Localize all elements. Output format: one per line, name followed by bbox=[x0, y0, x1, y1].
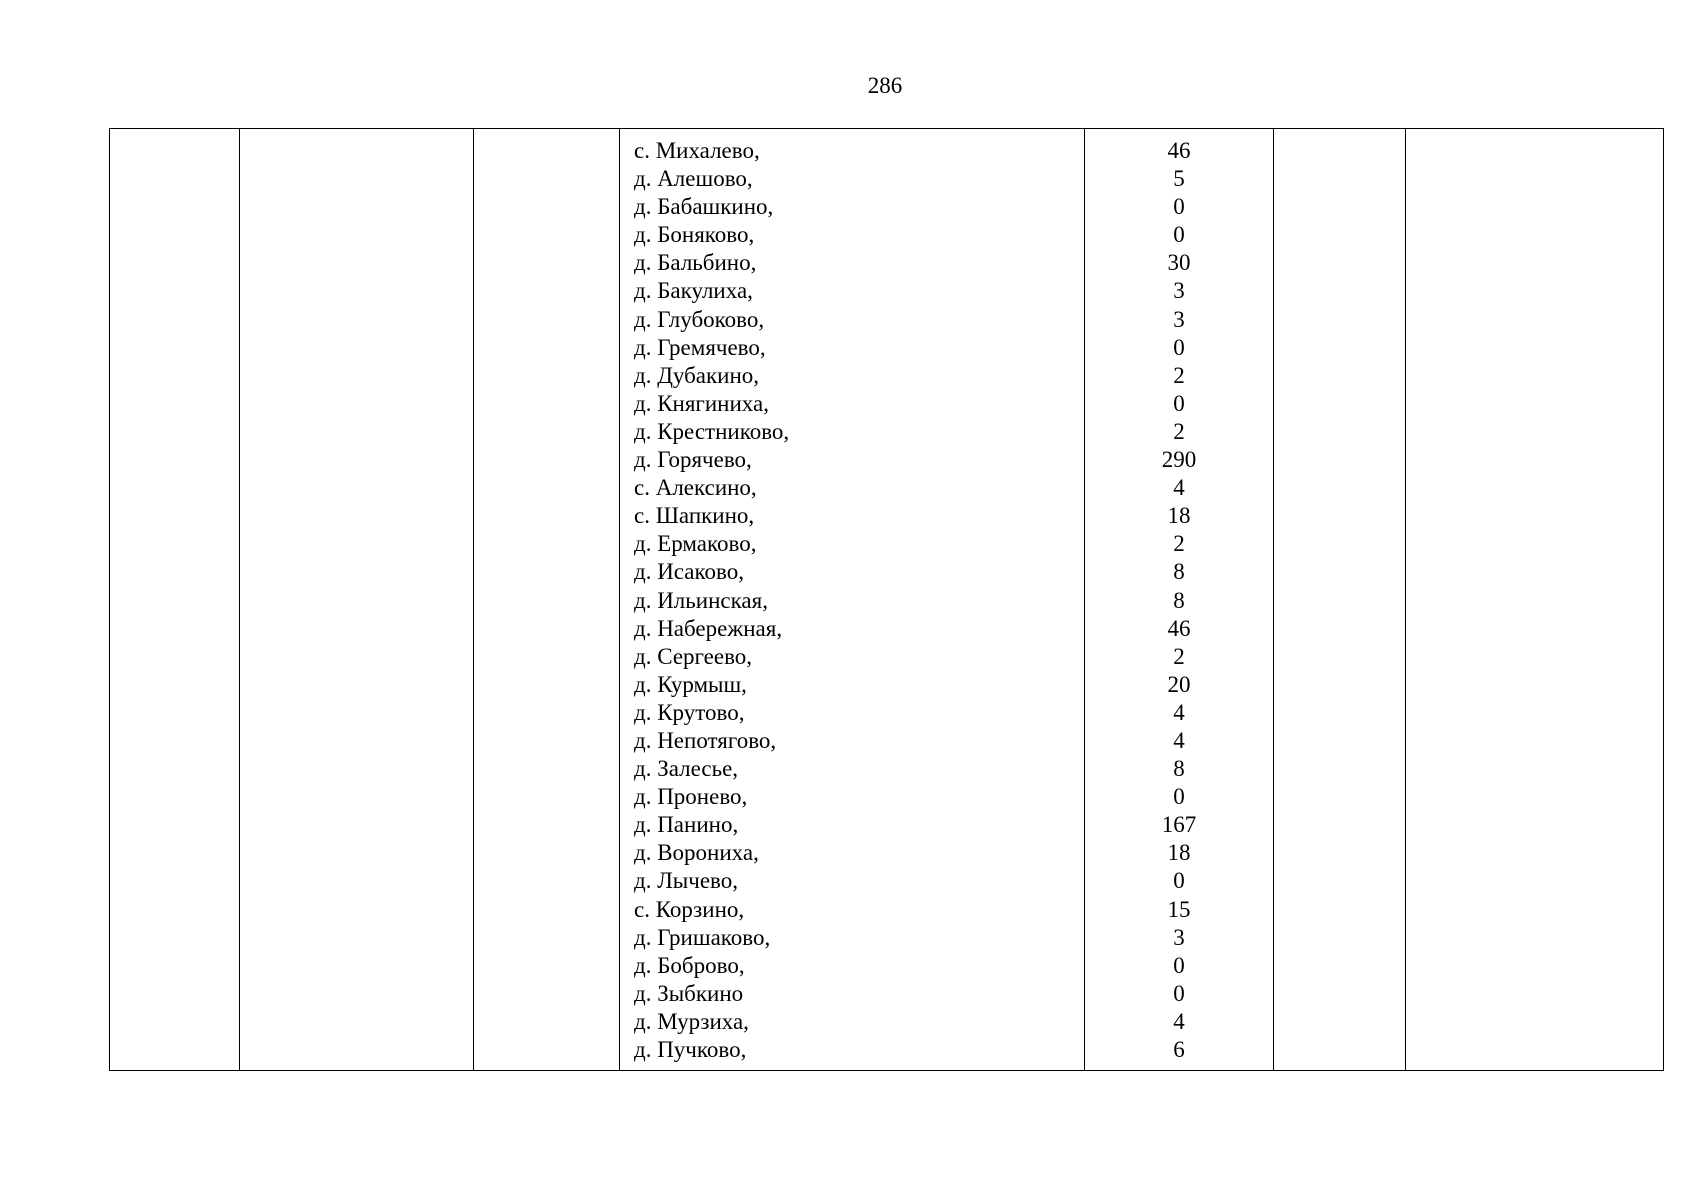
settlement-count: 2 bbox=[1173, 418, 1185, 444]
settlement-count: 18 bbox=[1167, 503, 1191, 529]
table-cell-empty-1 bbox=[110, 129, 240, 1071]
settlement-count: 0 bbox=[1173, 868, 1185, 894]
settlement-count: 8 bbox=[1173, 756, 1185, 782]
settlement-name: д. Сергеево, bbox=[634, 643, 753, 669]
settlement-name: д. Зыбкино bbox=[634, 980, 744, 1006]
settlement-name: д. Ворониха, bbox=[634, 840, 759, 866]
settlement-count: 0 bbox=[1173, 980, 1185, 1006]
settlement-count: 3 bbox=[1173, 278, 1185, 304]
settlement-count: 2 bbox=[1173, 643, 1185, 669]
settlement-count: 4 bbox=[1173, 1008, 1185, 1034]
page-number: 286 bbox=[867, 73, 903, 98]
settlements-table bbox=[109, 128, 1664, 1071]
table-cell-empty-6 bbox=[1274, 129, 1406, 1071]
settlement-name: с. Шапкино, bbox=[634, 503, 755, 529]
settlement-count: 2 bbox=[1173, 531, 1185, 557]
settlement-name: д. Бакулиха, bbox=[634, 278, 753, 304]
settlement-count: 8 bbox=[1173, 559, 1185, 585]
table-row bbox=[110, 129, 1664, 1071]
settlement-count: 5 bbox=[1173, 166, 1185, 192]
table-cell-empty-2 bbox=[240, 129, 474, 1071]
settlement-counts-cell bbox=[1085, 129, 1274, 1071]
settlement-name: д. Глубоково, bbox=[634, 306, 765, 332]
settlement-name: д. Пучково, bbox=[634, 1037, 747, 1062]
settlement-count: 46 bbox=[1167, 615, 1191, 641]
settlement-name: д. Гремячево, bbox=[634, 334, 766, 360]
settlement-name: д. Алешово, bbox=[634, 166, 753, 192]
settlement-name: с. Алексино, bbox=[634, 475, 757, 501]
settlement-name: д. Гришаково, bbox=[634, 924, 771, 950]
settlement-name: д. Боняково, bbox=[634, 222, 755, 248]
settlement-count: 0 bbox=[1173, 952, 1185, 978]
settlement-count: 15 bbox=[1167, 896, 1191, 922]
settlement-count: 46 bbox=[1167, 138, 1191, 163]
settlement-count: 3 bbox=[1173, 924, 1185, 950]
settlement-name: д. Боброво, bbox=[634, 952, 745, 978]
settlement-count: 8 bbox=[1173, 587, 1185, 613]
settlement-name: д. Непотягово, bbox=[634, 727, 777, 753]
settlement-count: 3 bbox=[1173, 306, 1185, 332]
settlement-name: д. Княгиниха, bbox=[634, 390, 769, 416]
settlement-name-list bbox=[620, 129, 1084, 1064]
settlement-count: 0 bbox=[1173, 194, 1185, 220]
settlement-name: д. Залесье, bbox=[634, 756, 739, 782]
settlement-name: д. Мурзиха, bbox=[634, 1008, 749, 1034]
settlement-count: 0 bbox=[1173, 334, 1185, 360]
settlement-count: 0 bbox=[1173, 784, 1185, 810]
settlement-count: 4 bbox=[1173, 727, 1185, 753]
settlement-count: 4 bbox=[1173, 699, 1185, 725]
settlement-names-cell bbox=[620, 129, 1085, 1071]
settlement-name: д. Ермаково, bbox=[634, 531, 757, 557]
settlement-name: д. Лычево, bbox=[634, 868, 738, 894]
settlement-name: д. Крестниково, bbox=[634, 418, 790, 444]
settlement-name: д. Набережная, bbox=[634, 615, 783, 641]
settlement-name: д. Бабашкино, bbox=[634, 194, 774, 220]
settlement-name: д. Горячево, bbox=[634, 447, 752, 473]
settlement-name: д. Пронево, bbox=[634, 784, 748, 810]
settlement-count: 20 bbox=[1167, 671, 1191, 697]
settlement-count: 0 bbox=[1173, 222, 1185, 248]
settlement-name: д. Ильинская, bbox=[634, 587, 768, 613]
table-cell-empty-7 bbox=[1406, 129, 1664, 1071]
table-cell-empty-3 bbox=[474, 129, 620, 1071]
settlement-name: д. Крутово, bbox=[634, 699, 745, 725]
settlement-count: 30 bbox=[1167, 250, 1191, 276]
settlement-name: с. Михалево, bbox=[634, 138, 760, 163]
settlement-count: 167 bbox=[1161, 812, 1197, 838]
settlement-name: д. Бальбино, bbox=[634, 250, 757, 276]
settlement-count: 18 bbox=[1167, 840, 1191, 866]
settlement-name: д. Дубакино, bbox=[634, 362, 760, 388]
settlement-name: д. Исаково, bbox=[634, 559, 744, 585]
settlement-count: 290 bbox=[1161, 447, 1197, 473]
settlement-name: д. Курмыш, bbox=[634, 671, 747, 697]
settlement-count: 6 bbox=[1173, 1037, 1185, 1062]
settlement-name: с. Корзино, bbox=[634, 896, 745, 922]
settlement-count-list bbox=[1085, 129, 1273, 1064]
settlement-count: 0 bbox=[1173, 390, 1185, 416]
settlement-count: 4 bbox=[1173, 475, 1185, 501]
settlement-name: д. Панино, bbox=[634, 812, 739, 838]
settlement-count: 2 bbox=[1173, 362, 1185, 388]
